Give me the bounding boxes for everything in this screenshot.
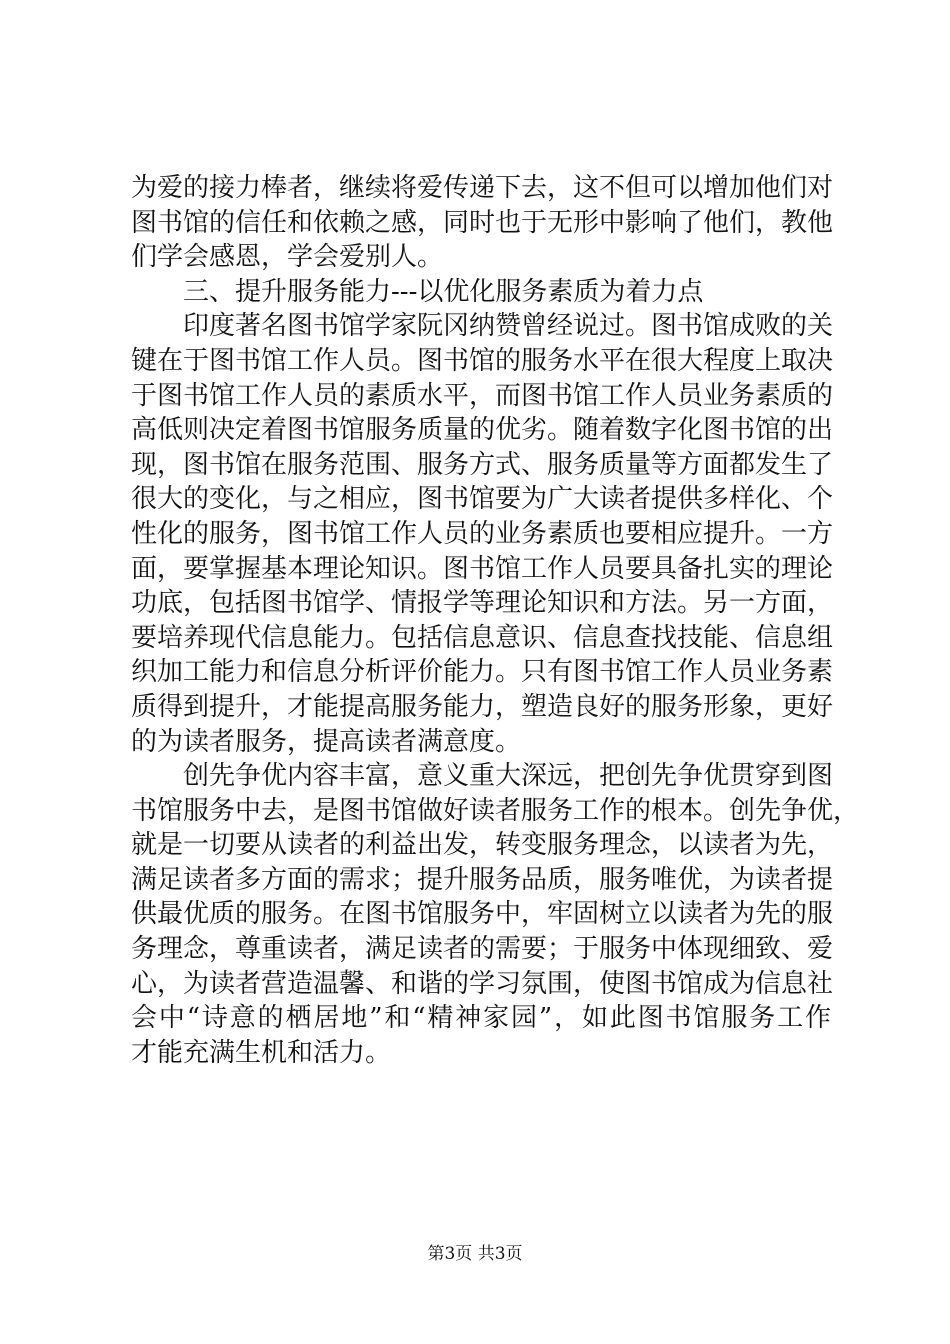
body-text-line: 就是一切要从读者的利益出发，转变服务理念，以读者为先， [131,830,834,861]
body-text-line: 才能充满生机和活力。 [131,1037,392,1068]
page-number: 第3页 共3页 [427,1244,523,1264]
body-text-line: 面，要掌握基本理论知识。图书馆工作人员要具备扎实的理论 [131,553,834,584]
body-text-line: 满足读者多方面的需求；提升服务品质，服务唯优，为读者提 [131,864,834,895]
document-body [131,171,860,1070]
body-text-line: 印度著名图书馆学家阮冈纳赞曾经说过。图书馆成败的关 [183,311,834,342]
body-text-line: 务理念，尊重读者，满足读者的需要；于服务中体现细致、爱 [131,934,834,965]
body-text-line: 很大的变化，与之相应，图书馆要为广大读者提供多样化、个 [131,484,834,515]
body-text-line: 高低则决定着图书馆服务质量的优劣。随着数字化图书馆的出 [131,415,834,446]
body-text-line: 供最优质的服务。在图书馆服务中，牢固树立以读者为先的服 [131,899,834,930]
body-text-line: 质得到提升，才能提高服务能力，塑造良好的服务形象，更好 [131,691,834,722]
body-text-line: 为爱的接力棒者，继续将爱传递下去，这不但可以增加他们对 [131,173,834,203]
body-text-line: 功底，包括图书馆学、情报学等理论知识和方法。另一方面， [131,588,834,619]
body-text-line: 创先争优内容丰富，意义重大深远，把创先争优贯穿到图 [183,761,834,792]
body-text-line: 于图书馆工作人员的素质水平，而图书馆工作人员业务素质的 [131,380,834,411]
body-text-line: 的为读者服务，提高读者满意度。 [131,726,522,757]
body-text-line: 心，为读者营造温馨、和谐的学习氛围，使图书馆成为信息社 [131,968,834,999]
body-text-line: 会中“诗意的栖居地”和“精神家园”，如此图书馆服务工作 [131,1003,831,1034]
body-text-line: 性化的服务，图书馆工作人员的业务素质也要相应提升。一方 [131,518,834,549]
section-heading: 三、提升服务能力---以优化服务素质为着力点 [183,276,704,307]
body-text-line: 们学会感恩，学会爱别人。 [131,242,444,273]
body-text-line: 书馆服务中去，是图书馆做好读者服务工作的根本。创先争优， [131,795,860,826]
body-text-line: 织加工能力和信息分析评价能力。只有图书馆工作人员业务素 [131,657,834,688]
body-text-line: 键在于图书馆工作人员。图书馆的服务水平在很大程度上取决 [131,345,834,376]
body-text-line: 要培养现代信息能力。包括信息意识、信息查找技能、信息组 [131,622,834,653]
body-text-line: 现，图书馆在服务范围、服务方式、服务质量等方面都发生了 [131,449,834,480]
body-text-line: 图书馆的信任和依赖之感，同时也于无形中影响了他们，教他 [131,207,834,238]
page-footer [0,1243,950,1265]
